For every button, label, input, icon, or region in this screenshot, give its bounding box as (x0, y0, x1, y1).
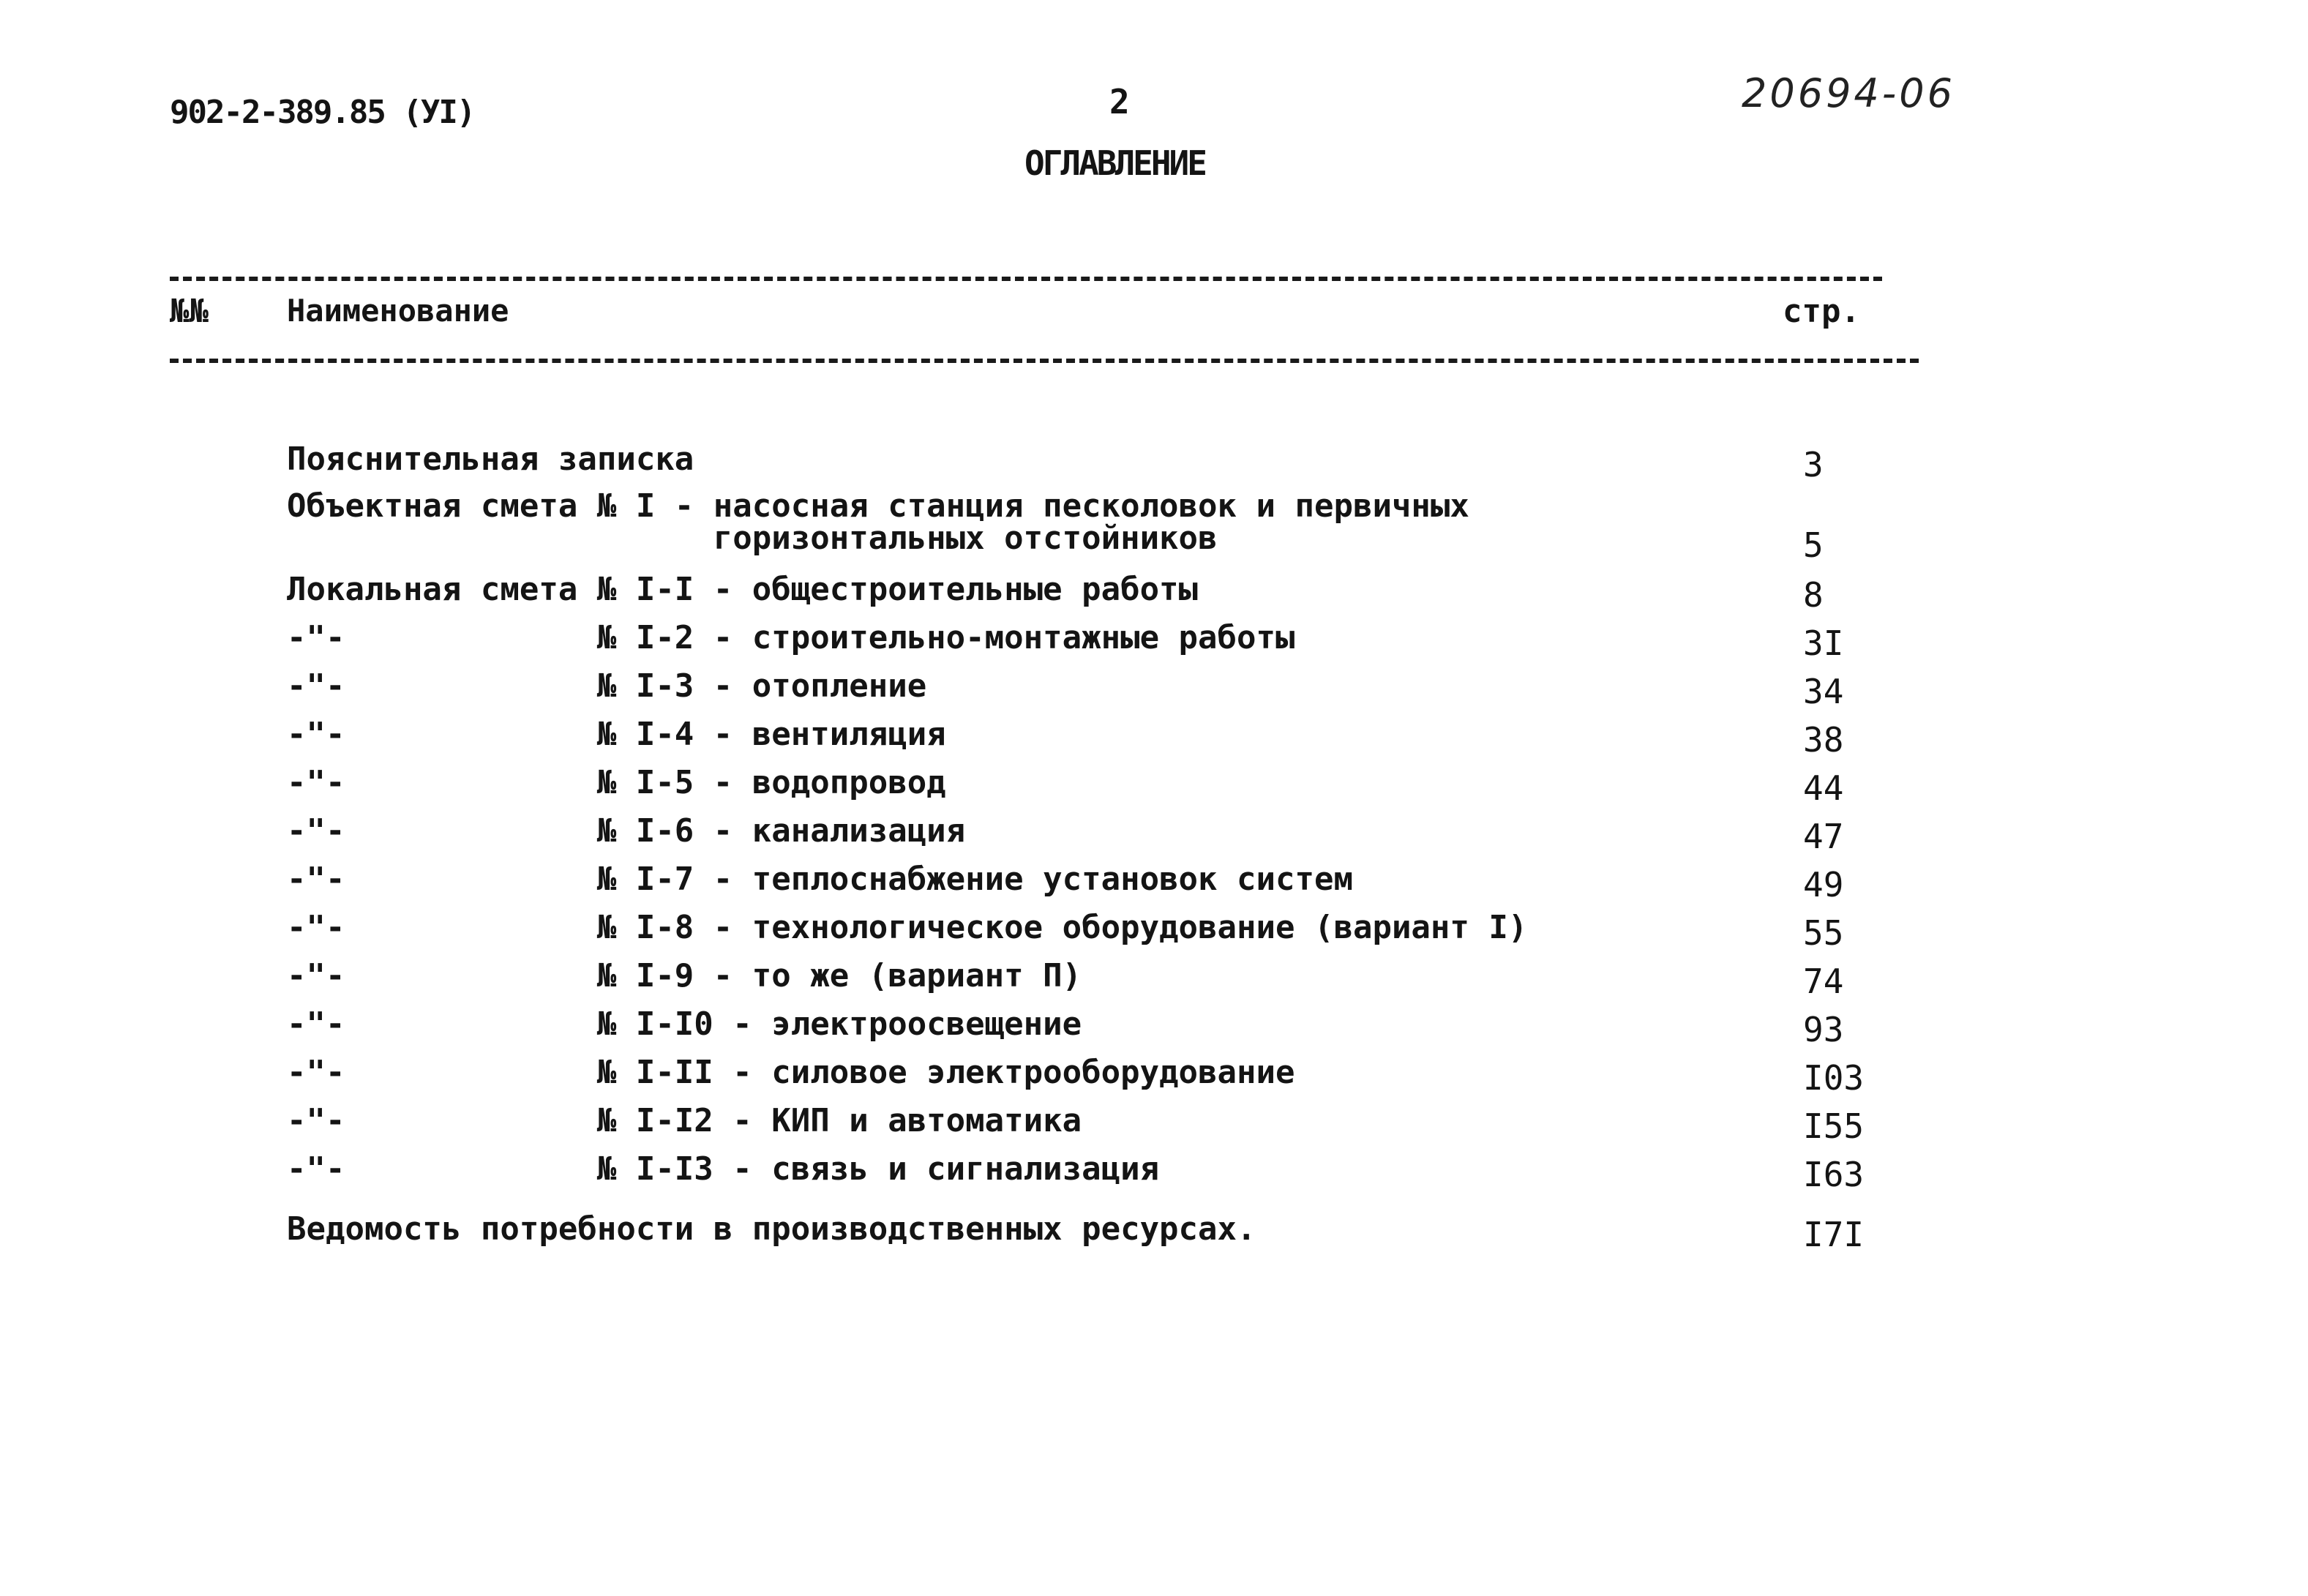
toc-entry-page: I55 (1803, 1106, 1865, 1146)
toc-entry-page: 47 (1803, 817, 1844, 856)
toc-entry-text: горизонтальных отстойников (287, 520, 1218, 557)
toc-entry-text: -"- № I-4 - вентиляция (287, 716, 946, 753)
toc-entry-page: 3I (1803, 623, 1844, 663)
column-header-number: №№ (170, 293, 209, 330)
toc-entry-page: 5 (1803, 525, 1824, 565)
toc-entry-page: 74 (1803, 962, 1844, 1001)
toc-entry-text: -"- № I-I0 - электроосвещение (287, 1005, 1082, 1043)
toc-entry-text: Локальная смета № I-I - общестроительные работы (287, 571, 1199, 608)
column-header-name: Наименование (287, 293, 509, 329)
toc-entry-text: -"- № I-II - силовое электрооборудование (287, 1054, 1295, 1091)
toc-entry-text: Ведомость потребности в производственных ресурсах. (287, 1210, 1256, 1248)
toc-entry-page: I03 (1803, 1058, 1865, 1098)
document-code: 902-2-389.85 (УI) (170, 94, 475, 131)
toc-entry-text: -"- № I-9 - то же (вариант П) (287, 957, 1082, 994)
column-header-page: стр. (1783, 293, 1860, 330)
toc-entry-text: -"- № I-2 - строительно-монтажные работы (287, 619, 1295, 656)
toc-entry-text: -"- № I-7 - теплоснабжение установок систем (287, 861, 1353, 898)
toc-entry-text: -"- № I-6 - канализация (287, 812, 966, 850)
toc-entry-text: -"- № I-5 - водопровод (287, 764, 946, 801)
toc-entry-page: 49 (1803, 865, 1844, 904)
toc-entry-text: -"- № I-3 - отопление (287, 667, 927, 705)
table-header-divider (170, 359, 1919, 363)
handwritten-inventory-number: 20694-06 (1742, 70, 1955, 116)
toc-entry-text: -"- № I-I2 - КИП и автоматика (287, 1102, 1082, 1139)
toc-entry-page: 8 (1803, 575, 1824, 615)
table-top-divider (170, 277, 1882, 281)
toc-entry-page: 34 (1803, 672, 1844, 711)
toc-entry-page: 38 (1803, 720, 1844, 760)
page-number: 2 (1109, 82, 1130, 121)
toc-entry-text: -"- № I-8 - технологическое оборудование (вариант I) (287, 909, 1528, 946)
toc-entry-page: 3 (1803, 445, 1824, 484)
toc-entry-text: -"- № I-I3 - связь и сигнализация (287, 1150, 1160, 1188)
toc-entry-text: Объектная смета № I - насосная станция песколовок и первичных (287, 487, 1469, 525)
page-title: ОГЛАВЛЕНИЕ (1024, 143, 1205, 183)
toc-entry-page: 93 (1803, 1010, 1844, 1049)
toc-entry-page: I7I (1803, 1215, 1865, 1254)
toc-entry-page: I63 (1803, 1155, 1865, 1194)
toc-entry-page: 44 (1803, 768, 1844, 808)
toc-entry-page: 55 (1803, 913, 1844, 953)
toc-entry-text: Пояснительная записка (287, 441, 694, 478)
